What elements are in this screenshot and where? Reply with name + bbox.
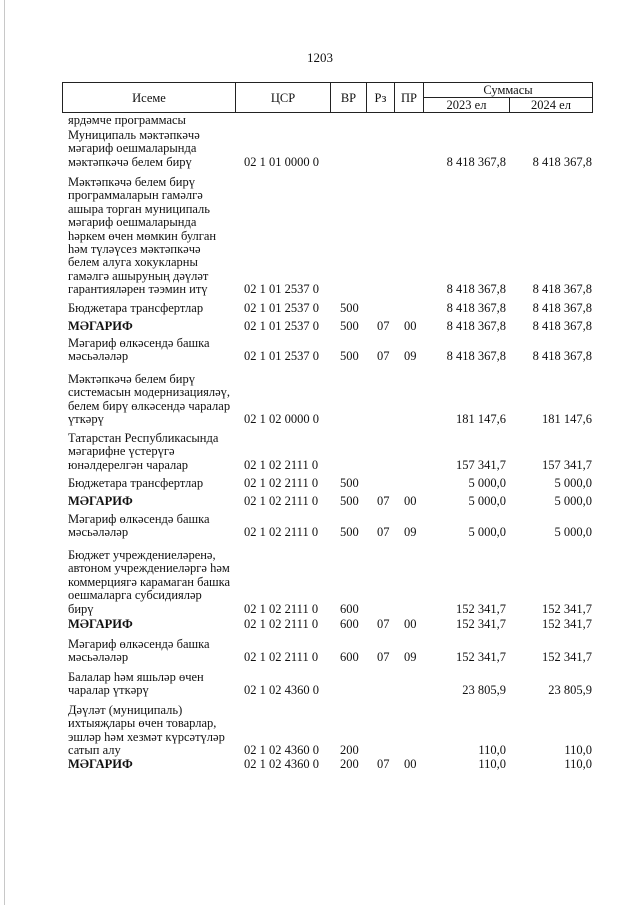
- row-name: [68, 758, 235, 771]
- row-rz: 07: [377, 525, 390, 540]
- row-name-line: һәм түләүсез мәктәпкәчә: [68, 242, 201, 257]
- row-sum-2024: 8 418 367,8: [532, 319, 592, 333]
- row-pr: 00: [404, 617, 417, 631]
- scan-edge-line: [4, 0, 5, 905]
- row-rz: 07: [377, 494, 390, 508]
- row-sum-2024: 152 341,7: [542, 617, 592, 631]
- row-vr: 200: [340, 757, 359, 771]
- row-csr: 02 1 02 2111 0: [244, 494, 319, 508]
- row-name-line: мәгариф оешмаларында: [68, 215, 197, 230]
- row-sum-2024: 5 000,0: [554, 525, 592, 540]
- row-sum-2023: 8 418 367,8: [446, 282, 506, 297]
- row-name-line: гамәлгә ашыруның дәүләт: [68, 268, 209, 283]
- row-name-line: Татарстан Республикасында: [68, 431, 219, 445]
- row-sum-2023: 110,0: [478, 757, 506, 771]
- row-sum-2024: 5 000,0: [554, 476, 592, 490]
- row-name-line: мәсьәләләр: [68, 525, 129, 540]
- row-name: [68, 513, 235, 540]
- row-name-line: ихтыяҗлары өчен товарлар,: [68, 716, 217, 731]
- row-name-line: Балалар һәм яшьләр өчен: [68, 670, 204, 684]
- row-name: [68, 671, 235, 698]
- row-csr: 02 1 01 0000 0: [244, 154, 319, 169]
- row-name-line: мәсьәләләр: [68, 349, 129, 364]
- table-header: [62, 82, 593, 113]
- row-name-line: автоном учреждениеләргә һәм: [68, 561, 230, 576]
- row-name-line: МӘГАРИФ: [68, 617, 133, 631]
- row-name-line: МӘГАРИФ: [68, 757, 133, 771]
- row-vr: 600: [340, 601, 359, 616]
- header-year-2023: 2023 ел: [424, 98, 510, 113]
- row-sum-2024: 8 418 367,8: [532, 301, 592, 315]
- row-sum-2023: 8 418 367,8: [446, 349, 506, 364]
- row-name-line: гарантияләрен тәэмин итү: [68, 282, 208, 297]
- row-name-line: Муниципаль мәктәпкәчә: [68, 128, 200, 142]
- row-name-line: бирү: [68, 601, 94, 616]
- row-name: [68, 638, 235, 665]
- row-sum-2023: 157 341,7: [456, 457, 506, 472]
- row-name-line: сатып алу: [68, 743, 121, 758]
- header-csr: ЦСР: [236, 83, 331, 113]
- row-name-line: Мәгариф өлкәсендә башка: [68, 637, 210, 651]
- row-csr: 02 1 02 4360 0: [244, 743, 319, 758]
- row-csr: 02 1 01 2537 0: [244, 349, 319, 364]
- row-vr: 500: [340, 301, 359, 315]
- row-vr: 500: [340, 494, 359, 508]
- row-name-line: белем алуга хокукларны: [68, 255, 198, 270]
- row-vr: 500: [340, 476, 359, 490]
- row-sum-2024: 110,0: [564, 743, 592, 758]
- row-name-line: ашыра торган муниципаль: [68, 201, 210, 216]
- row-name: [68, 704, 235, 758]
- row-name-line: Бюджетара трансфертлар: [68, 476, 204, 490]
- row-pr: 09: [404, 525, 417, 540]
- row-name-line: Дәүләт (муниципаль): [68, 703, 183, 717]
- row-name-line: Мәгариф өлкәсендә башка: [68, 512, 210, 526]
- row-vr: 500: [340, 525, 359, 540]
- row-sum-2023: 5 000,0: [468, 476, 506, 490]
- row-name-line: үткәрү: [68, 412, 104, 427]
- row-name: [68, 477, 235, 490]
- row-rz: 07: [377, 757, 390, 771]
- row-name: [68, 618, 235, 631]
- row-pr: 00: [404, 319, 417, 333]
- row-name-line: чаралар үткәрү: [68, 683, 149, 698]
- row-sum-2024: 157 341,7: [542, 457, 592, 472]
- row-name-line: Бюджетара трансфертлар: [68, 301, 204, 315]
- row-vr: 500: [340, 319, 359, 333]
- row-sum-2024: 152 341,7: [542, 650, 592, 665]
- row-name: [68, 114, 235, 127]
- row-name-line: ярдәмче программасы: [68, 113, 186, 127]
- row-name-line: коммерциягә карамаган башка: [68, 574, 231, 589]
- row-csr: 02 1 02 2111 0: [244, 617, 319, 631]
- row-name-line: эшләр һәм хезмәт күрсәтүләр: [68, 729, 225, 744]
- row-name: [68, 495, 235, 508]
- header-vr: ВР: [331, 83, 367, 113]
- row-sum-2023: 8 418 367,8: [446, 154, 506, 169]
- row-pr: 09: [404, 349, 417, 364]
- row-name-line: юнәлдерелгән чаралар: [68, 457, 189, 472]
- row-name-line: Мәктәпкәчә белем бирү: [68, 372, 195, 386]
- row-rz: 07: [377, 617, 390, 631]
- row-name-line: Мәгариф өлкәсендә башка: [68, 336, 210, 350]
- row-sum-2024: 152 341,7: [542, 601, 592, 616]
- row-sum-2023: 152 341,7: [456, 617, 506, 631]
- row-pr: 00: [404, 757, 417, 771]
- row-name: [68, 176, 235, 297]
- row-name: [68, 129, 235, 169]
- row-csr: 02 1 02 2111 0: [244, 601, 319, 616]
- row-vr: 600: [340, 617, 359, 631]
- row-name-line: белем бирү өлкәсендә чаралар: [68, 398, 231, 413]
- row-pr: 09: [404, 650, 417, 665]
- row-csr: 02 1 01 2537 0: [244, 319, 319, 333]
- row-name-line: мәгариф оешмаларында: [68, 141, 197, 156]
- row-sum-2023: 5 000,0: [468, 525, 506, 540]
- row-name-line: мәгарифне үстерүгә: [68, 444, 175, 459]
- header-year-2024: 2024 ел: [510, 98, 593, 113]
- row-sum-2024: 23 805,9: [548, 683, 592, 698]
- row-name: [68, 549, 235, 616]
- row-sum-2024: 5 000,0: [554, 494, 592, 508]
- header-rz: Рз: [367, 83, 395, 113]
- page-number: 1203: [307, 50, 333, 65]
- row-csr: 02 1 01 2537 0: [244, 301, 319, 315]
- row-name-line: оешмаларга субсидияләр: [68, 588, 202, 603]
- row-name-line: системасын модернизацияләү,: [68, 385, 231, 400]
- row-rz: 07: [377, 349, 390, 364]
- row-csr: 02 1 02 4360 0: [244, 757, 319, 771]
- row-rz: 07: [377, 650, 390, 665]
- row-name: [68, 337, 235, 364]
- row-sum-2023: 8 418 367,8: [446, 301, 506, 315]
- row-name-line: МӘГАРИФ: [68, 319, 133, 333]
- row-pr: 00: [404, 494, 417, 508]
- row-csr: 02 1 01 2537 0: [244, 282, 319, 297]
- row-csr: 02 1 02 2111 0: [244, 650, 319, 665]
- row-csr: 02 1 02 2111 0: [244, 476, 319, 490]
- row-sum-2024: 8 418 367,8: [532, 154, 592, 169]
- row-csr: 02 1 02 4360 0: [244, 683, 319, 698]
- row-vr: 500: [340, 349, 359, 364]
- row-sum-2024: 110,0: [564, 757, 592, 771]
- row-name: [68, 373, 235, 427]
- row-csr: 02 1 02 2111 0: [244, 525, 319, 540]
- row-sum-2023: 110,0: [478, 743, 506, 758]
- row-name-line: Бюджет учреждениеләренә,: [68, 548, 216, 562]
- row-sum-2024: 181 147,6: [542, 412, 592, 427]
- row-name-line: Мәктәпкәчә белем бирү: [68, 175, 195, 189]
- row-sum-2023: 5 000,0: [468, 494, 506, 508]
- row-sum-2023: 181 147,6: [456, 412, 506, 427]
- row-csr: 02 1 02 0000 0: [244, 412, 319, 427]
- row-sum-2023: 8 418 367,8: [446, 319, 506, 333]
- row-name-line: һәркем өчен мөмкин булган: [68, 228, 217, 243]
- row-name-line: МӘГАРИФ: [68, 494, 133, 508]
- row-sum-2024: 8 418 367,8: [532, 349, 592, 364]
- row-sum-2024: 8 418 367,8: [532, 282, 592, 297]
- row-name: [68, 432, 235, 472]
- header-pr: ПР: [395, 83, 424, 113]
- header-sums: Суммасы: [424, 83, 593, 98]
- row-vr: 200: [340, 743, 359, 758]
- header-name: Исеме: [63, 83, 236, 113]
- row-sum-2023: 152 341,7: [456, 650, 506, 665]
- row-csr: 02 1 02 2111 0: [244, 457, 319, 472]
- row-name-line: мәсьәләләр: [68, 650, 129, 665]
- row-name: [68, 302, 235, 315]
- row-rz: 07: [377, 319, 390, 333]
- row-name: [68, 320, 235, 333]
- row-vr: 600: [340, 650, 359, 665]
- row-name-line: мәктәпкәчә белем бирү: [68, 154, 192, 169]
- row-sum-2023: 152 341,7: [456, 601, 506, 616]
- row-sum-2023: 23 805,9: [462, 683, 506, 698]
- row-name-line: программаларын гамәлгә: [68, 188, 203, 203]
